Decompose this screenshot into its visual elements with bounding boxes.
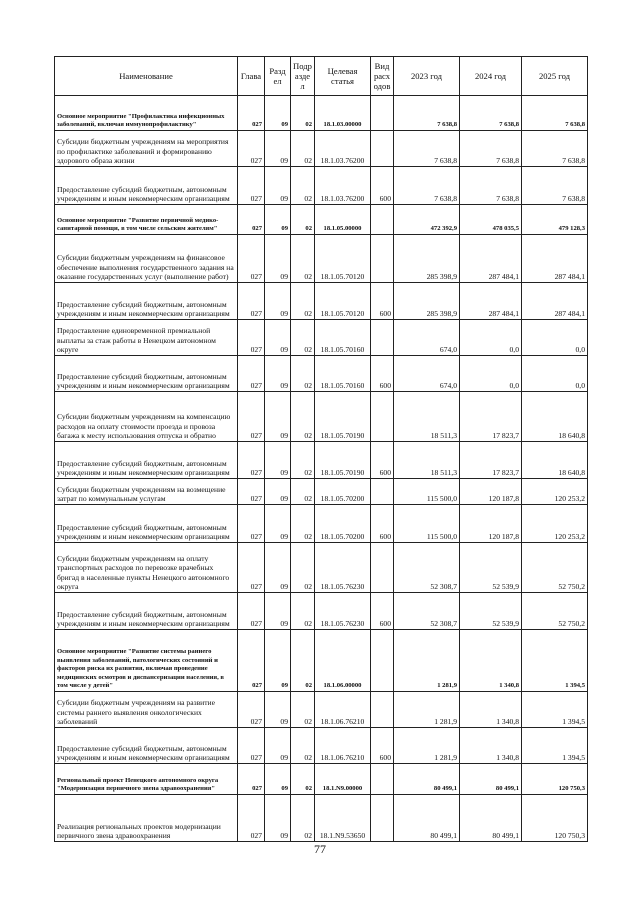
row-vid bbox=[371, 764, 394, 795]
row-value-2023: 80 499,1 bbox=[394, 764, 460, 795]
row-vid bbox=[371, 392, 394, 442]
row-vid bbox=[371, 692, 394, 728]
row-value-2025: 7 638,8 bbox=[522, 167, 588, 205]
header-2025: 2025 год bbox=[522, 57, 588, 96]
row-value-2023: 472 392,9 bbox=[394, 205, 460, 235]
row-razdel: 09 bbox=[265, 505, 291, 543]
row-name: Субсидии бюджетным учреждениям на возмещение затрат по коммунальным услугам bbox=[55, 479, 238, 505]
row-value-2024: 0,0 bbox=[460, 320, 522, 356]
row-value-2025: 1 394,5 bbox=[522, 692, 588, 728]
row-glava: 027 bbox=[238, 167, 265, 205]
row-target: 18.1.05.70120 bbox=[315, 235, 371, 283]
row-razdel: 09 bbox=[265, 479, 291, 505]
row-glava: 027 bbox=[238, 505, 265, 543]
row-name: Основное мероприятие "Профилактика инфекционных заболеваний, включая иммунопрофилактику" bbox=[55, 96, 238, 131]
row-podrazdel: 02 bbox=[291, 320, 315, 356]
table-row bbox=[55, 442, 588, 479]
row-vid bbox=[371, 320, 394, 356]
table-row bbox=[55, 392, 588, 442]
row-target: 18.1.03.00000 bbox=[315, 96, 371, 131]
row-value-2024: 7 638,8 bbox=[460, 131, 522, 167]
table-row bbox=[55, 728, 588, 764]
row-value-2024: 80 499,1 bbox=[460, 764, 522, 795]
row-vid: 600 bbox=[371, 505, 394, 543]
row-razdel: 09 bbox=[265, 356, 291, 392]
row-target: 18.1.05.70120 bbox=[315, 283, 371, 320]
row-target: 18.1.05.76230 bbox=[315, 543, 371, 593]
row-name: Предоставление субсидий бюджетным, автономным учреждениям и иным некоммерческим организациям bbox=[55, 593, 238, 630]
row-podrazdel: 02 bbox=[291, 479, 315, 505]
row-value-2025: 7 638,8 bbox=[522, 96, 588, 131]
row-value-2024: 1 340,8 bbox=[460, 728, 522, 764]
header-vid: Вид расх одов bbox=[371, 57, 394, 96]
row-podrazdel: 02 bbox=[291, 764, 315, 795]
row-value-2023: 1 281,9 bbox=[394, 630, 460, 692]
budget-table bbox=[54, 56, 588, 842]
row-value-2025: 7 638,8 bbox=[522, 131, 588, 167]
row-razdel: 09 bbox=[265, 795, 291, 842]
row-name: Предоставление субсидий бюджетным, автономным учреждениям и иным некоммерческим организациям bbox=[55, 283, 238, 320]
row-vid bbox=[371, 543, 394, 593]
row-value-2024: 120 187,8 bbox=[460, 505, 522, 543]
row-value-2023: 18 511,3 bbox=[394, 392, 460, 442]
row-target: 18.1.05.70160 bbox=[315, 320, 371, 356]
row-razdel: 09 bbox=[265, 96, 291, 131]
row-value-2024: 52 539,9 bbox=[460, 593, 522, 630]
row-name: Предоставление субсидий бюджетным, автономным учреждениям и иным некоммерческим организациям bbox=[55, 442, 238, 479]
row-vid bbox=[371, 131, 394, 167]
row-name: Субсидии бюджетным учреждениям на оплату транспортных расходов по перевозке врачебных бригад в населенные пункты Ненецкого автономного округа bbox=[55, 543, 238, 593]
table-row bbox=[55, 692, 588, 728]
row-value-2025: 52 750,2 bbox=[522, 543, 588, 593]
table-row bbox=[55, 543, 588, 593]
row-target: 18.1.N9.00000 bbox=[315, 764, 371, 795]
row-target: 18.1.05.70200 bbox=[315, 505, 371, 543]
row-name: Субсидии бюджетным учреждениям на мероприятия по профилактике заболеваний и формированию здорового образа жизни bbox=[55, 131, 238, 167]
row-name: Субсидии бюджетным учреждениям на развитие системы раннего выявления онкологических заболеваний bbox=[55, 692, 238, 728]
row-name: Предоставление субсидий бюджетным, автономным учреждениям и иным некоммерческим организациям bbox=[55, 356, 238, 392]
row-target: 18.1.N9.53650 bbox=[315, 795, 371, 842]
row-glava: 027 bbox=[238, 235, 265, 283]
row-value-2024: 478 035,5 bbox=[460, 205, 522, 235]
table-row bbox=[55, 167, 588, 205]
row-glava: 027 bbox=[238, 283, 265, 320]
table-row bbox=[55, 630, 588, 692]
row-target: 18.1.03.76200 bbox=[315, 167, 371, 205]
table-row bbox=[55, 235, 588, 283]
row-value-2025: 120 750,3 bbox=[522, 795, 588, 842]
row-value-2025: 1 394,5 bbox=[522, 728, 588, 764]
table-row bbox=[55, 96, 588, 131]
table-row bbox=[55, 320, 588, 356]
row-value-2023: 7 638,8 bbox=[394, 167, 460, 205]
row-podrazdel: 02 bbox=[291, 392, 315, 442]
row-value-2024: 1 340,8 bbox=[460, 630, 522, 692]
row-name: Предоставление субсидий бюджетным, автономным учреждениям и иным некоммерческим организациям bbox=[55, 728, 238, 764]
row-name: Реализация региональных проектов модернизации первичного звена здравоохранения bbox=[55, 795, 238, 842]
row-glava: 027 bbox=[238, 593, 265, 630]
row-value-2023: 18 511,3 bbox=[394, 442, 460, 479]
row-vid bbox=[371, 479, 394, 505]
row-value-2025: 120 253,2 bbox=[522, 479, 588, 505]
table-row bbox=[55, 795, 588, 842]
row-value-2023: 674,0 bbox=[394, 320, 460, 356]
row-name: Основное мероприятие "Развитие системы раннего выявления заболеваний, патологических состояний и факторов риска их развития, включая проведение медицинских осмотров и диспансеризации населения, в том числе у детей" bbox=[55, 630, 238, 692]
row-razdel: 09 bbox=[265, 764, 291, 795]
row-glava: 027 bbox=[238, 543, 265, 593]
row-name: Основное мероприятие "Развитие первичной медико-санитарной помощи, в том числе сельским жителям" bbox=[55, 205, 238, 235]
row-glava: 027 bbox=[238, 479, 265, 505]
row-razdel: 09 bbox=[265, 320, 291, 356]
row-vid: 600 bbox=[371, 283, 394, 320]
row-razdel: 09 bbox=[265, 167, 291, 205]
row-vid bbox=[371, 630, 394, 692]
row-glava: 027 bbox=[238, 356, 265, 392]
row-value-2025: 1 394,5 bbox=[522, 630, 588, 692]
row-value-2023: 285 398,9 bbox=[394, 283, 460, 320]
row-razdel: 09 bbox=[265, 205, 291, 235]
row-glava: 027 bbox=[238, 764, 265, 795]
row-value-2024: 287 484,1 bbox=[460, 283, 522, 320]
row-value-2025: 52 750,2 bbox=[522, 593, 588, 630]
row-glava: 027 bbox=[238, 320, 265, 356]
row-value-2025: 287 484,1 bbox=[522, 235, 588, 283]
row-razdel: 09 bbox=[265, 630, 291, 692]
table-row bbox=[55, 593, 588, 630]
row-podrazdel: 02 bbox=[291, 442, 315, 479]
row-razdel: 09 bbox=[265, 442, 291, 479]
row-value-2025: 18 640,8 bbox=[522, 392, 588, 442]
row-podrazdel: 02 bbox=[291, 235, 315, 283]
row-value-2024: 17 823,7 bbox=[460, 392, 522, 442]
row-razdel: 09 bbox=[265, 235, 291, 283]
row-glava: 027 bbox=[238, 630, 265, 692]
row-value-2023: 1 281,9 bbox=[394, 692, 460, 728]
row-value-2024: 7 638,8 bbox=[460, 96, 522, 131]
row-razdel: 09 bbox=[265, 728, 291, 764]
row-value-2024: 120 187,8 bbox=[460, 479, 522, 505]
row-value-2024: 52 539,9 bbox=[460, 543, 522, 593]
row-razdel: 09 bbox=[265, 692, 291, 728]
header-2023: 2023 год bbox=[394, 57, 460, 96]
row-value-2024: 80 499,1 bbox=[460, 795, 522, 842]
row-value-2023: 115 500,0 bbox=[394, 505, 460, 543]
row-podrazdel: 02 bbox=[291, 692, 315, 728]
row-value-2023: 7 638,8 bbox=[394, 96, 460, 131]
row-target: 18.1.05.70160 bbox=[315, 356, 371, 392]
row-value-2023: 674,0 bbox=[394, 356, 460, 392]
row-value-2025: 120 750,3 bbox=[522, 764, 588, 795]
row-podrazdel: 02 bbox=[291, 543, 315, 593]
row-vid: 600 bbox=[371, 356, 394, 392]
row-target: 18.1.05.00000 bbox=[315, 205, 371, 235]
table-row bbox=[55, 356, 588, 392]
row-podrazdel: 02 bbox=[291, 795, 315, 842]
row-name: Субсидии бюджетным учреждениям на финансовое обеспечение выполнения государственного задания на оказание государственных услуг (выполнение работ) bbox=[55, 235, 238, 283]
row-podrazdel: 02 bbox=[291, 283, 315, 320]
row-target: 18.1.06.00000 bbox=[315, 630, 371, 692]
table-body bbox=[55, 96, 588, 842]
header-target: Целевая статья bbox=[315, 57, 371, 96]
row-value-2024: 1 340,8 bbox=[460, 692, 522, 728]
row-podrazdel: 02 bbox=[291, 630, 315, 692]
row-value-2023: 7 638,8 bbox=[394, 131, 460, 167]
row-name: Региональный проект Ненецкого автономного округа "Модернизация первичного звена здравоохранения" bbox=[55, 764, 238, 795]
row-value-2025: 287 484,1 bbox=[522, 283, 588, 320]
row-name: Предоставление субсидий бюджетным, автономным учреждениям и иным некоммерческим организациям bbox=[55, 167, 238, 205]
table-row bbox=[55, 205, 588, 235]
row-value-2023: 80 499,1 bbox=[394, 795, 460, 842]
row-target: 18.1.03.76200 bbox=[315, 131, 371, 167]
row-target: 18.1.06.76210 bbox=[315, 728, 371, 764]
row-value-2024: 0,0 bbox=[460, 356, 522, 392]
row-podrazdel: 02 bbox=[291, 167, 315, 205]
row-podrazdel: 02 bbox=[291, 356, 315, 392]
table-header-row bbox=[55, 57, 588, 96]
row-value-2023: 52 308,7 bbox=[394, 543, 460, 593]
row-target: 18.1.06.76210 bbox=[315, 692, 371, 728]
row-glava: 027 bbox=[238, 131, 265, 167]
row-target: 18.1.05.70190 bbox=[315, 442, 371, 479]
row-name: Субсидии бюджетным учреждениям на компенсацию расходов на оплату стоимости проезда и провоза багажа к месту использования отпуска и обратно bbox=[55, 392, 238, 442]
row-glava: 027 bbox=[238, 692, 265, 728]
row-target: 18.1.05.70190 bbox=[315, 392, 371, 442]
row-target: 18.1.05.76230 bbox=[315, 593, 371, 630]
row-vid: 600 bbox=[371, 442, 394, 479]
row-glava: 027 bbox=[238, 795, 265, 842]
row-razdel: 09 bbox=[265, 283, 291, 320]
row-vid bbox=[371, 235, 394, 283]
header-podrazdel: Подр азде л bbox=[291, 57, 315, 96]
row-value-2025: 479 128,3 bbox=[522, 205, 588, 235]
page-number: 77 bbox=[314, 842, 326, 856]
table-row bbox=[55, 505, 588, 543]
row-podrazdel: 02 bbox=[291, 205, 315, 235]
row-glava: 027 bbox=[238, 392, 265, 442]
row-vid bbox=[371, 205, 394, 235]
header-2024: 2024 год bbox=[460, 57, 522, 96]
row-glava: 027 bbox=[238, 728, 265, 764]
row-razdel: 09 bbox=[265, 392, 291, 442]
row-glava: 027 bbox=[238, 205, 265, 235]
row-value-2025: 120 253,2 bbox=[522, 505, 588, 543]
row-target: 18.1.05.70200 bbox=[315, 479, 371, 505]
table-row bbox=[55, 131, 588, 167]
header-glava: Глава bbox=[238, 57, 265, 96]
row-podrazdel: 02 bbox=[291, 728, 315, 764]
table-row bbox=[55, 283, 588, 320]
row-razdel: 09 bbox=[265, 131, 291, 167]
row-value-2025: 18 640,8 bbox=[522, 442, 588, 479]
row-podrazdel: 02 bbox=[291, 131, 315, 167]
row-name: Предоставление единовременной премиальной выплаты за стаж работы в Ненецком автономном округе bbox=[55, 320, 238, 356]
row-glava: 027 bbox=[238, 442, 265, 479]
table-row bbox=[55, 479, 588, 505]
row-razdel: 09 bbox=[265, 543, 291, 593]
row-value-2023: 115 500,0 bbox=[394, 479, 460, 505]
row-value-2023: 1 281,9 bbox=[394, 728, 460, 764]
row-value-2023: 52 308,7 bbox=[394, 593, 460, 630]
row-value-2025: 0,0 bbox=[522, 356, 588, 392]
table-row bbox=[55, 764, 588, 795]
header-razdel: Разд ел bbox=[265, 57, 291, 96]
row-value-2023: 285 398,9 bbox=[394, 235, 460, 283]
row-value-2024: 17 823,7 bbox=[460, 442, 522, 479]
header-name: Наименование bbox=[55, 57, 238, 96]
row-podrazdel: 02 bbox=[291, 505, 315, 543]
row-vid bbox=[371, 96, 394, 131]
row-value-2025: 0,0 bbox=[522, 320, 588, 356]
row-vid: 600 bbox=[371, 728, 394, 764]
row-value-2024: 287 484,1 bbox=[460, 235, 522, 283]
row-vid: 600 bbox=[371, 593, 394, 630]
row-name: Предоставление субсидий бюджетным, автономным учреждениям и иным некоммерческим организациям bbox=[55, 505, 238, 543]
row-podrazdel: 02 bbox=[291, 593, 315, 630]
row-vid bbox=[371, 795, 394, 842]
row-vid: 600 bbox=[371, 167, 394, 205]
row-podrazdel: 02 bbox=[291, 96, 315, 131]
row-razdel: 09 bbox=[265, 593, 291, 630]
row-glava: 027 bbox=[238, 96, 265, 131]
row-value-2024: 7 638,8 bbox=[460, 167, 522, 205]
